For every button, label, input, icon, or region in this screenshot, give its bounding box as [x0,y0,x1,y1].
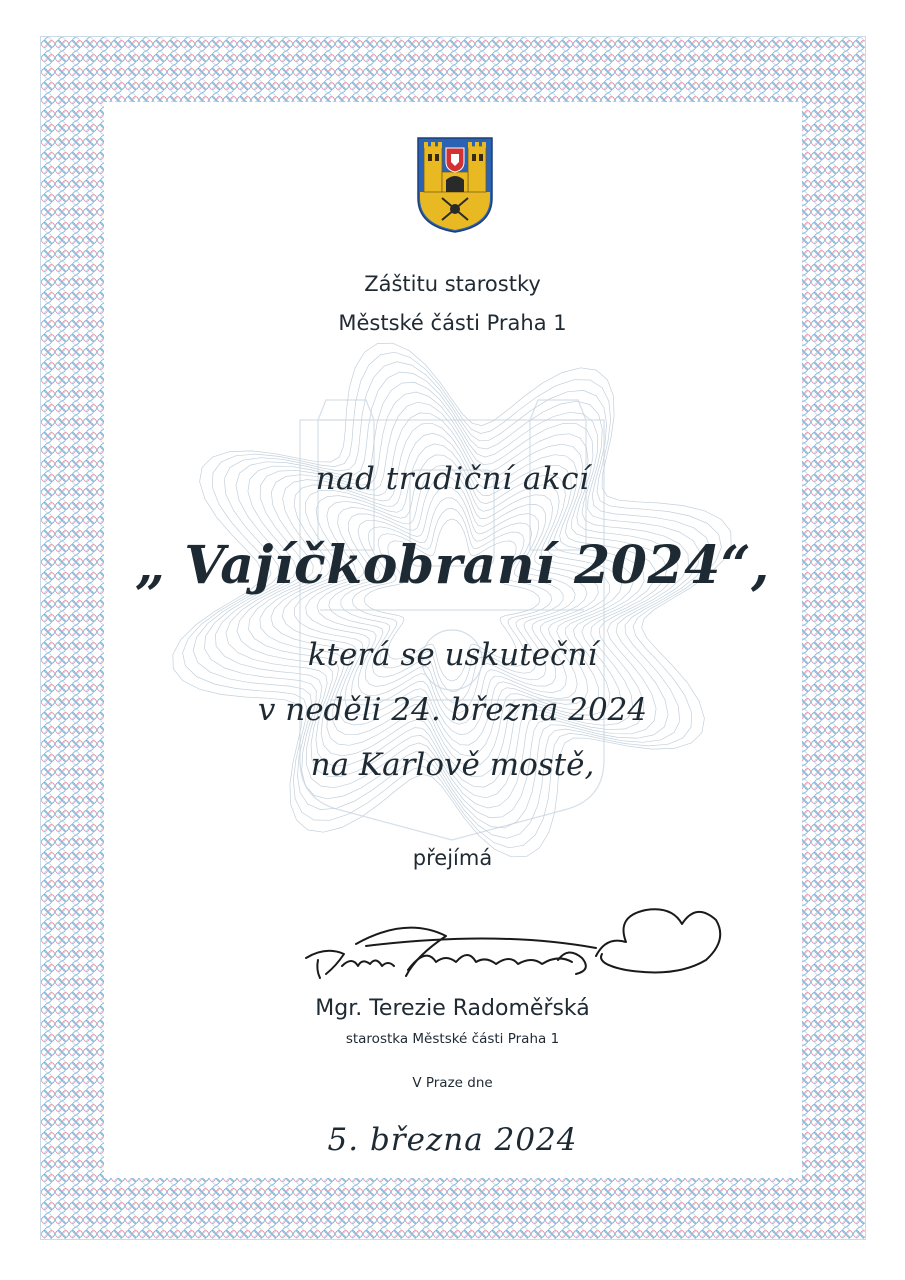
patronage-line-2: Městské části Praha 1 [338,311,567,335]
place-label: V Praze dne [412,1075,493,1091]
issue-date: 5. března 2024 [327,1122,578,1158]
patronage-line-1: Záštitu starostky [364,272,541,296]
signature-icon [296,896,736,996]
signer-name: Mgr. Terezie Radoměřská [315,996,590,1021]
accepts-label: přejímá [412,846,493,870]
event-line-2: která se uskuteční [307,637,598,673]
event-date: v neděli 24. března 2024 [257,692,648,728]
guilloche-ring [317,476,587,724]
signer-title: starostka Městské části Praha 1 [345,1031,560,1047]
event-intro: nad tradiční akcí [315,461,590,497]
guilloche-ring [226,392,678,808]
event-place: na Karlově mostě, [310,747,595,783]
event-name: „ Vajíčkobraní 2024“, [135,535,770,596]
guilloche-ring [329,487,575,714]
prague-coat-of-arms-icon [416,136,494,234]
